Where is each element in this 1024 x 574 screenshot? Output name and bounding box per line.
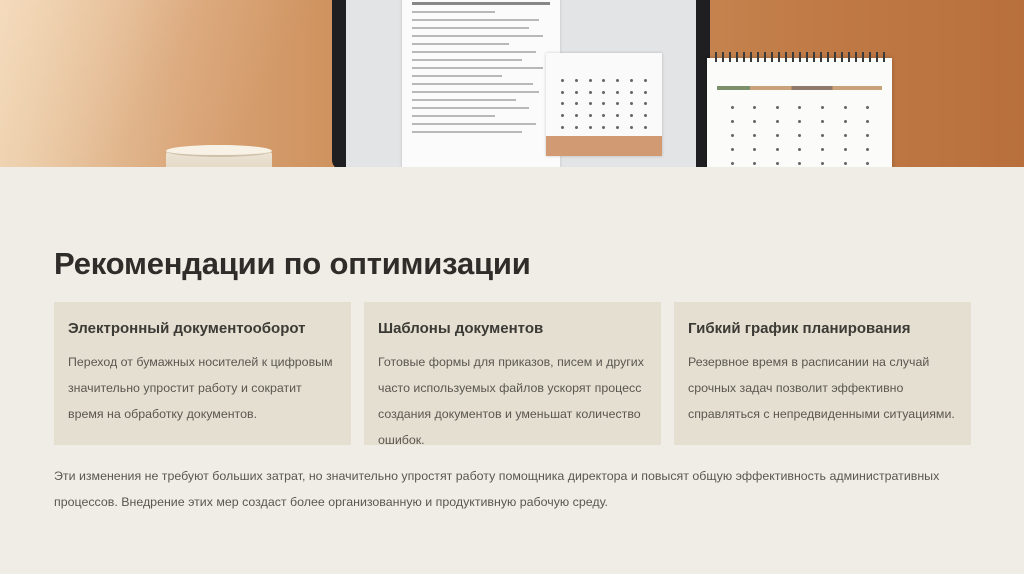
card-electronic-workflow	[54, 302, 351, 445]
page-title: Рекомендации по оптимизации	[54, 246, 531, 281]
recommendation-cards	[54, 302, 971, 445]
card-text: Резервное время в расписании на случай срочных задач позволит эффективно справляться с непредвиденными ситуациями.	[688, 355, 955, 421]
card-flexible-schedule	[674, 302, 971, 445]
monitor-screen	[346, 0, 696, 167]
calendar-rings	[715, 52, 885, 62]
card-heading: Гибкий график планирования	[688, 320, 911, 337]
calendar-header-band	[717, 86, 882, 90]
coffee-cup-image	[166, 145, 272, 167]
card-text: Переход от бумажных носителей к цифровым значительно упростит работу и сократит время на обработку документов.	[68, 355, 333, 421]
card-document-templates	[364, 302, 661, 445]
document-page-image	[402, 0, 560, 167]
hero-photo	[0, 0, 1024, 167]
conclusion-text: Эти изменения не требуют больших затрат, но значительно упростят работу помощника директора и повысят общую эффективность административных процессов. Внедрение этих мер создаст более организованную и продуктивную рабочую среду.	[54, 469, 940, 509]
hero-light-shade	[0, 0, 360, 167]
card-heading: Шаблоны документов	[378, 320, 544, 337]
card-text: Готовые формы для приказов, писем и других часто используемых файлов ускорят процесс создания документов и уменьшат количество ошибок.	[378, 355, 644, 447]
small-calendar-image	[546, 53, 662, 156]
monitor-image	[332, 0, 710, 167]
card-heading: Электронный документооборот	[68, 320, 306, 337]
desk-calendar-image	[707, 58, 892, 167]
